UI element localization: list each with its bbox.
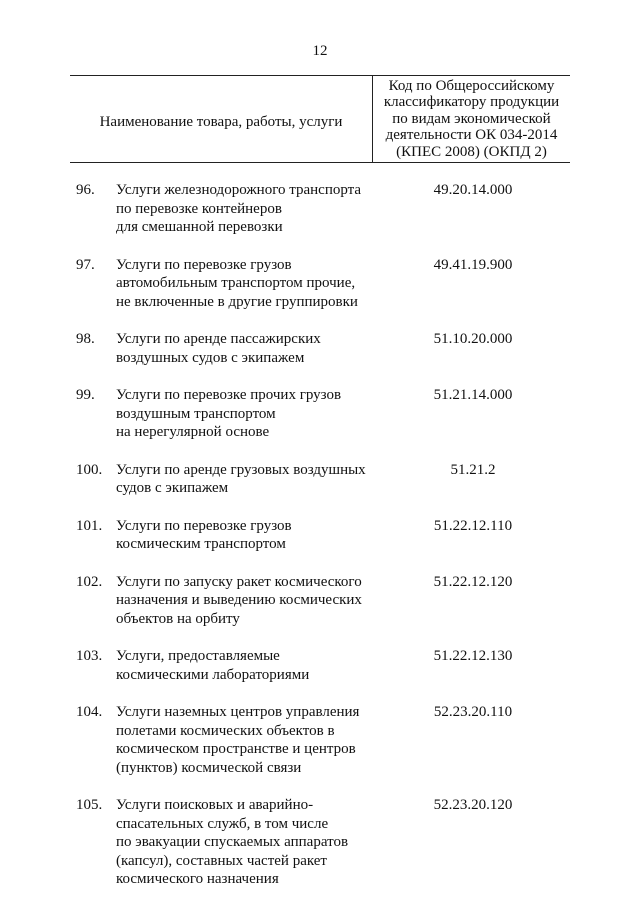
row-name: Услуги по перевозке грузов космическим транспортом <box>116 517 292 552</box>
table-row <box>70 647 570 684</box>
page-number: 12 <box>312 43 328 59</box>
row-code: 51.21.2 <box>450 461 496 478</box>
row-code: 51.10.20.000 <box>433 331 513 347</box>
row-number: 105. <box>76 797 103 813</box>
header-code-column <box>372 76 570 162</box>
row-name: Услуги, предоставляемые космическими лабораториями <box>116 648 310 683</box>
table-header <box>70 75 570 163</box>
row-code: 51.21.14.000 <box>433 387 513 403</box>
row-number: 104. <box>76 704 103 720</box>
table-row <box>70 256 570 312</box>
row-name: Услуги по перевозке прочих грузов воздушным транспортом на нерегулярной основе <box>116 387 342 440</box>
row-name: Услуги железнодорожного транспорта по перевозке контейнеров для смешанной перевозки <box>116 182 362 235</box>
table-row <box>70 703 570 777</box>
header-name-label: Наименование товара, работы, услуги <box>99 113 343 130</box>
header-name-column <box>70 76 372 162</box>
table-row <box>70 181 570 237</box>
row-name: Услуги по запуску ракет космического назначения и выведению космических объектов на орбиту <box>116 573 362 627</box>
table-body <box>70 181 570 908</box>
row-number: 101. <box>76 517 103 534</box>
row-code: 51.22.12.110 <box>433 517 513 534</box>
table-row <box>70 330 570 367</box>
table-row <box>70 517 570 554</box>
row-name: Услуги по аренде грузовых воздушных судов с экипажем <box>116 461 366 496</box>
row-code: 49.20.14.000 <box>433 182 513 198</box>
table-row <box>70 573 570 629</box>
row-code: 49.41.19.900 <box>433 256 513 273</box>
row-name: Услуги по перевозке грузов автомобильным транспортом прочие, не включенные в другие группировки <box>116 256 358 310</box>
row-number: 98. <box>76 331 95 347</box>
row-name: Услуги наземных центров управления полетами космических объектов в космическом пространстве и центров (пунктов) космической связи <box>116 704 360 776</box>
row-number: 96. <box>76 182 95 198</box>
row-number: 99. <box>76 387 95 403</box>
row-number: 103. <box>76 648 103 664</box>
row-number: 97. <box>76 256 95 273</box>
row-code: 52.23.20.110 <box>433 704 513 720</box>
row-code: 51.22.12.120 <box>433 573 513 590</box>
row-name: Услуги поисковых и аварийно- спасательных служб, в том числе по эвакуации спускаемых аппаратов (капсул), составных частей ракет космического назначения <box>116 797 349 887</box>
table-row <box>70 386 570 442</box>
row-code: 51.22.12.130 <box>433 648 513 664</box>
row-number: 100. <box>76 461 103 478</box>
row-name: Услуги по аренде пассажирских воздушных судов с экипажем <box>116 331 321 366</box>
table-row <box>70 796 570 889</box>
row-code: 52.23.20.120 <box>433 797 513 813</box>
header-code-label: Код по Общероссийскому классификатору продукции по видам экономической деятельности ОК 034-2014 (КПЕС 2008) (ОКПД 2) <box>383 77 560 160</box>
row-number: 102. <box>76 573 103 590</box>
table-row <box>70 461 570 498</box>
